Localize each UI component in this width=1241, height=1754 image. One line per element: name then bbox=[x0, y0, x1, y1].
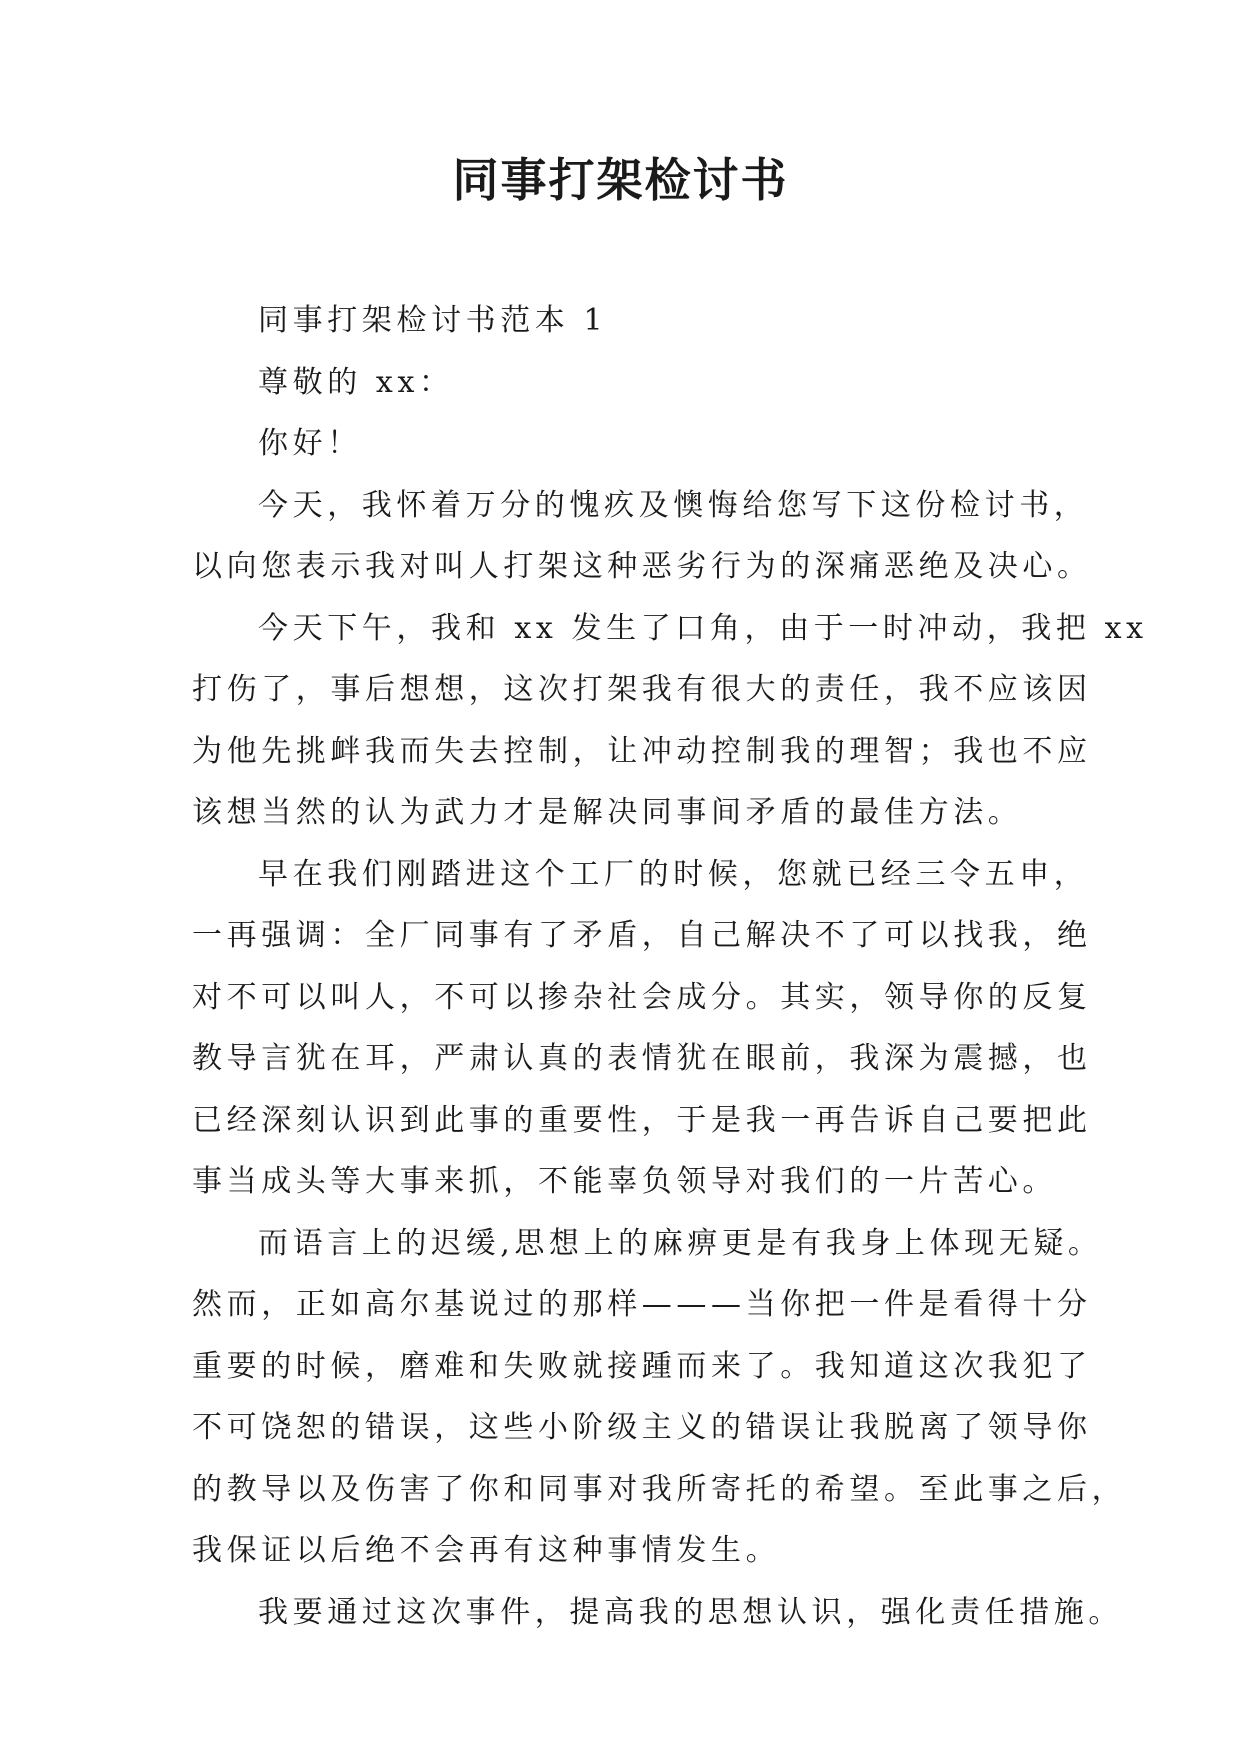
body-text-line: 已经深刻认识到此事的重要性，于是我一再告诉自己要把此 bbox=[192, 1102, 1092, 1138]
body-text-line: 以向您表示我对叫人打架这种恶劣行为的深痛恶绝及决心。 bbox=[192, 549, 1092, 584]
body-text-line: 我保证以后绝不会再有这种事情发生。 bbox=[192, 1533, 781, 1568]
body-text-line: 我要通过这次事件，提高我的思想认识，强化责任措施。 bbox=[258, 1594, 1123, 1630]
body-text-line: 今天，我怀着万分的愧疚及懊悔给您写下这份检讨书， bbox=[258, 487, 1089, 523]
body-text-line: 为他先挑衅我而失去控制，让冲动控制我的理智；我也不应 bbox=[192, 733, 1092, 769]
body-text-line: 早在我们刚踏进这个工厂的时候，您就已经三令五申， bbox=[258, 856, 1089, 892]
body-text-line: 重要的时候，磨难和失败就接踵而来了。我知道这次我犯了 bbox=[192, 1348, 1092, 1384]
document-body bbox=[192, 290, 1148, 1643]
body-text-line: 同事打架检讨书范本 1 bbox=[258, 303, 608, 338]
body-text-line: 而语言上的迟缓,思想上的麻痹更是有我身上体现无疑。 bbox=[258, 1225, 1103, 1261]
body-text-line: 打伤了，事后想想，这次打架我有很大的责任，我不应该因 bbox=[192, 672, 1092, 707]
body-text-line: 对不可以叫人，不可以掺杂社会成分。其实，领导你的反复 bbox=[192, 979, 1092, 1015]
body-text-line: 尊敬的 xx： bbox=[258, 364, 454, 400]
body-text-line: 然而，正如高尔基说过的那样———当你把一件是看得十分 bbox=[192, 1287, 1092, 1322]
body-text-line: 今天下午，我和 xx 发生了口角，由于一时冲动，我把 xx bbox=[258, 610, 1148, 646]
body-text-line: 一再强调：全厂同事有了矛盾，自己解决不了可以找我，绝 bbox=[192, 918, 1092, 953]
body-text-line: 该想当然的认为武力才是解决同事间矛盾的最佳方法。 bbox=[192, 795, 1023, 830]
body-text-line: 教导言犹在耳，严肃认真的表情犹在眼前，我深为震撼，也 bbox=[192, 1041, 1092, 1076]
body-text-line: 的教导以及伤害了你和同事对我所寄托的希望。至此事之后， bbox=[192, 1471, 1127, 1507]
body-text-line: 你好！ bbox=[258, 426, 362, 461]
body-text-line: 事当成头等大事来抓，不能辜负领导对我们的一片苦心。 bbox=[192, 1164, 1057, 1199]
body-text-line: 不可饶恕的错误，这些小阶级主义的错误让我脱离了领导你 bbox=[192, 1410, 1092, 1445]
document-title: 同事打架检讨书 bbox=[452, 153, 789, 207]
